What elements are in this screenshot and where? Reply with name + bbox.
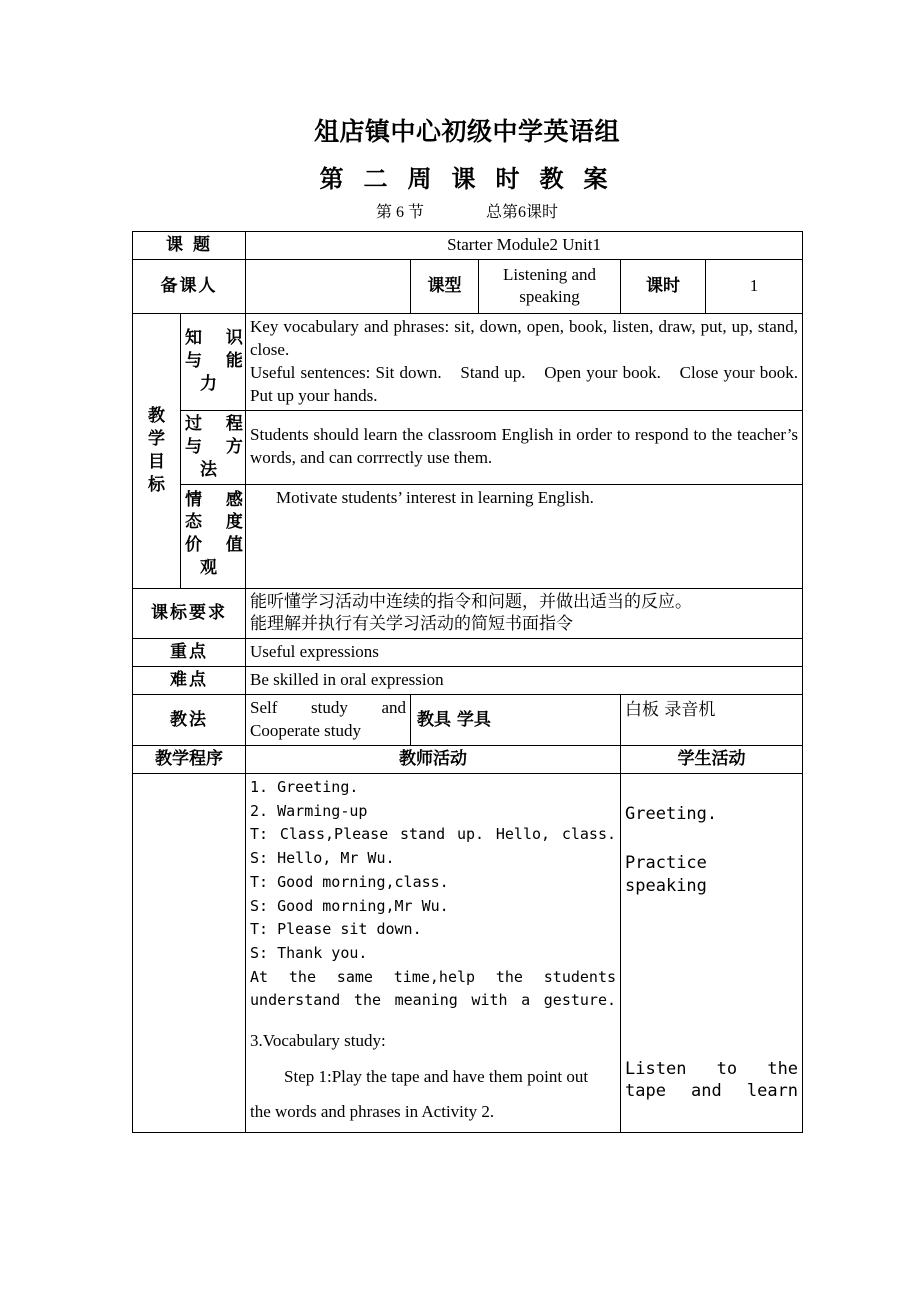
topic-value: Starter Module2 Unit1 <box>246 232 803 260</box>
objective-label-attitude: 情 感 态 度 价 值 观 <box>181 484 246 588</box>
difficulty-label: 难点 <box>133 667 246 695</box>
standard-value: 能听懂学习活动中连续的指令和问题，并做出适当的反应。 能理解并执行有关学习活动的简短书面指令 <box>246 588 803 639</box>
lesson-plan-table <box>132 231 816 1133</box>
periods-value: 1 <box>706 259 803 313</box>
table-row-key-point <box>133 639 803 667</box>
period-line <box>132 203 802 222</box>
student-activity-label: 学生活动 <box>621 746 803 774</box>
procedure-label: 教学程序 <box>133 746 246 774</box>
teacher-dialogue-block: 1. Greeting. 2. Warming-up T: Class,Please stand up. Hello, class. S: Hello, Mr Wu. T: Good morning,class. S: Good morning,Mr Wu. T: Please sit down. S: Thank you. At the same time,help the students understand the meaning with a gesture. <box>250 778 617 1010</box>
teacher-activity-label: 教师活动 <box>246 746 621 774</box>
lesson-type-label: 课型 <box>411 259 479 313</box>
student-activity-greeting: Greeting. <box>625 803 718 824</box>
objective-text-knowledge: Key vocabulary and phrases: sit, down, open, book, listen, draw, put, up, stand, close. Useful sentences: Sit down. Stand up. Open your book. Close your book. Put up your hands. <box>246 313 803 410</box>
objectives-label: 教 学 目 标 <box>133 313 181 588</box>
method-value: Self study and Cooperate study <box>246 695 411 746</box>
total-period-label: 总第6课时 <box>486 204 559 221</box>
student-activity-cell <box>621 774 803 1133</box>
table-row-procedure-body <box>133 774 803 1133</box>
page-title: 俎店镇中心初级中学英语组 <box>313 119 620 146</box>
objective-label-knowledge: 知 识 与 能 力 <box>181 313 246 410</box>
table-row-objective-attitude <box>133 484 803 588</box>
method-label: 教法 <box>133 695 246 746</box>
student-activity-listen-2: tape and learn <box>625 1081 799 1102</box>
table-row-preparer <box>133 259 803 313</box>
table-row-procedure-header <box>133 746 803 774</box>
student-activity-practice-1: Practice <box>625 852 707 873</box>
period-label: 第 6 节 <box>375 204 424 221</box>
vocabulary-study-block: 3.Vocabulary study: Step 1:Play the tape and have them point out the words and phrases in Activity 2. <box>250 1030 589 1122</box>
aids-label: 教具 学具 <box>411 695 621 746</box>
standard-label: 课标要求 <box>133 588 246 639</box>
difficulty-value: Be skilled in oral expression <box>246 667 803 695</box>
student-activity-listen-1: Listen to the <box>625 1058 799 1079</box>
procedure-steps-cell[interactable] <box>133 774 246 1133</box>
lesson-type-value: Listening and speaking <box>479 259 621 313</box>
objective-label-process: 过 程 与 方 法 <box>181 410 246 484</box>
preparer-label: 备课人 <box>133 259 246 313</box>
preparer-value[interactable] <box>246 259 411 313</box>
key-point-value: Useful expressions <box>246 639 803 667</box>
table-row-difficulty <box>133 667 803 695</box>
table-row-method <box>133 695 803 746</box>
table-row-standard <box>133 588 803 639</box>
table-row-objective-knowledge <box>133 313 803 410</box>
student-activity-practice-2: speaking <box>625 875 707 896</box>
periods-label: 课时 <box>621 259 706 313</box>
objective-text-process: Students should learn the classroom English in order to respond to the teacher’s words, and can corrrectly use them. <box>246 410 803 484</box>
teacher-activity-cell <box>246 774 621 1133</box>
lesson-plan-subtitle: 第 二 周 课 时 教 案 <box>319 167 615 193</box>
key-point-label: 重点 <box>133 639 246 667</box>
aids-value: 白板 录音机 <box>621 695 803 746</box>
objective-text-attitude: Motivate students’ interest in learning English. <box>246 484 803 588</box>
topic-label: 课 题 <box>133 232 246 260</box>
table-row-objective-process <box>133 410 803 484</box>
table-row-topic <box>133 232 803 260</box>
